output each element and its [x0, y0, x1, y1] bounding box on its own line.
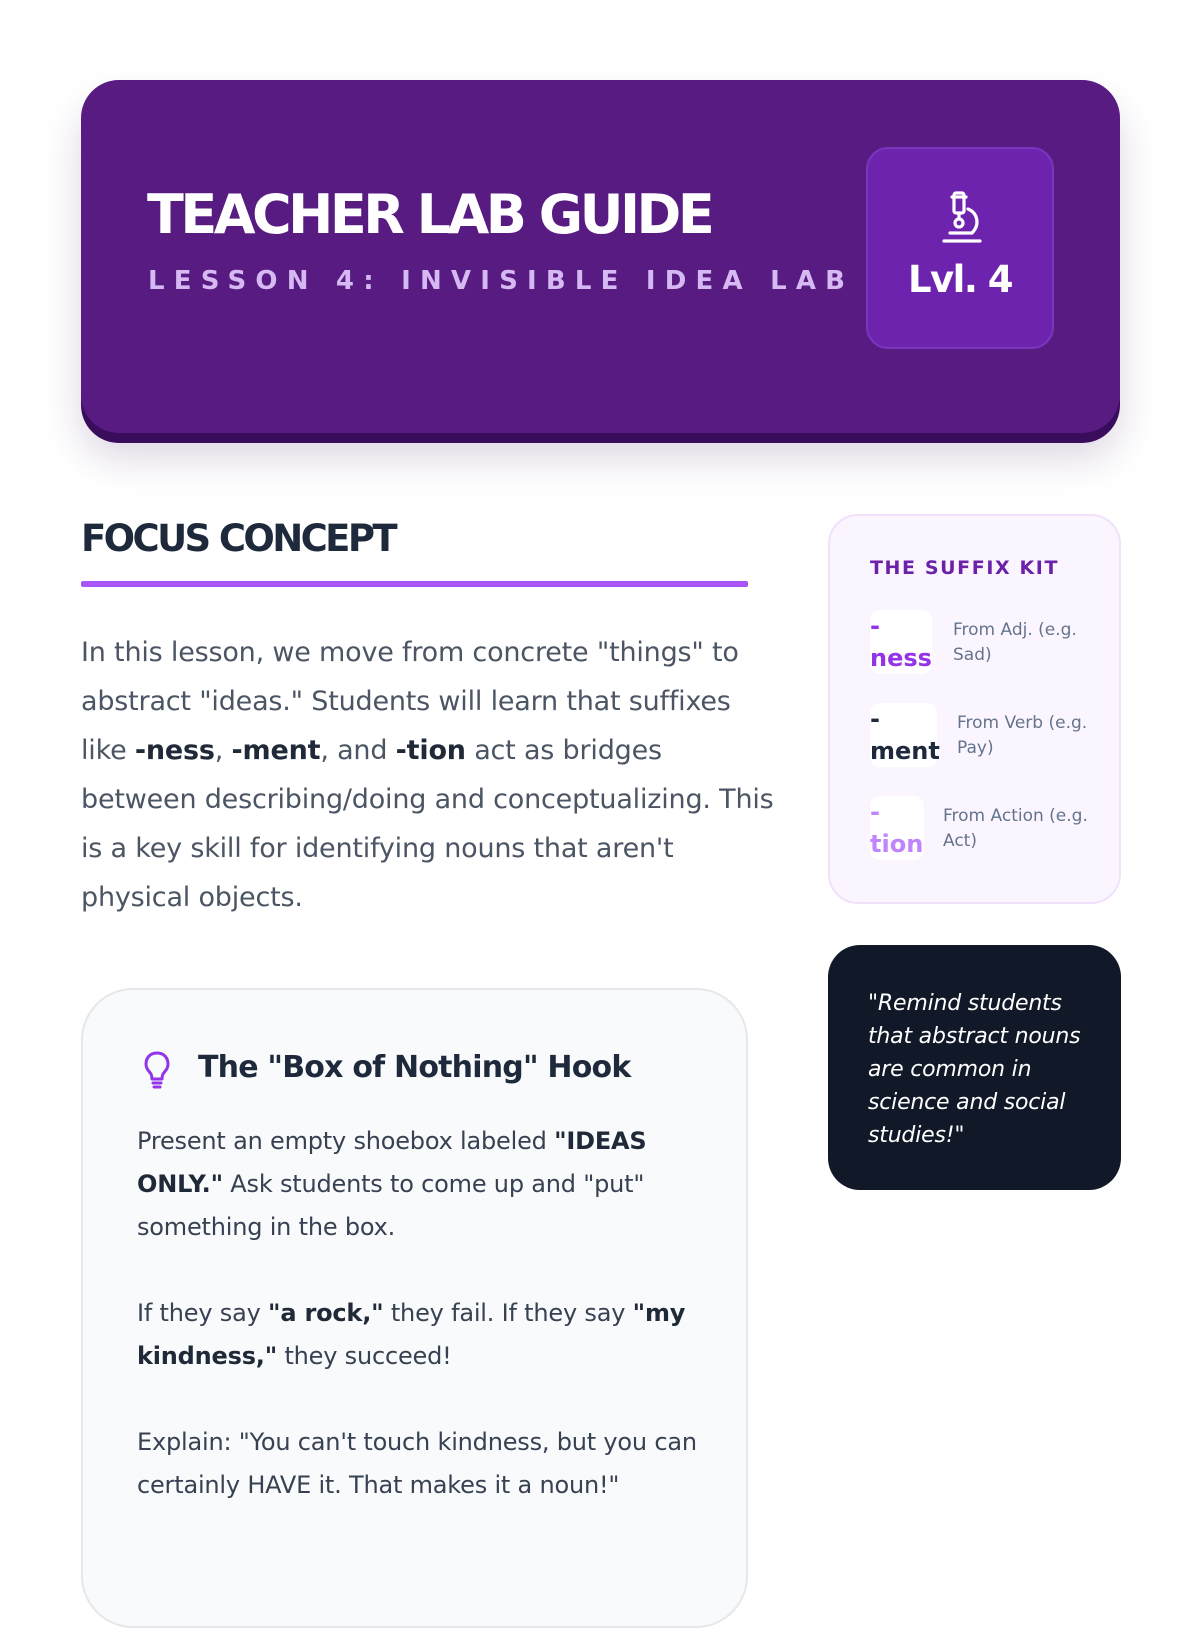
focus-text-part: act as bridges between describing/doing and conceptualizing. This is a key skill for identifying nouns that aren't physical objects. — [81, 735, 774, 913]
suffix-dash: - — [870, 705, 880, 733]
hook-text-part: Present an empty shoebox labeled — [137, 1127, 555, 1155]
suffix-desc-line: Act) — [943, 831, 977, 851]
hook-bold-a-rock: "a rock," — [268, 1299, 384, 1327]
focus-concept-heading: FOCUS CONCEPT — [81, 517, 396, 560]
suffix-kit-title: THE SUFFIX KIT — [870, 557, 1060, 579]
suffix-label: ness — [870, 644, 932, 672]
suffix-chip-ness — [870, 610, 932, 674]
suffix-dash: - — [870, 798, 880, 826]
suffix-desc-line: Sad) — [953, 645, 992, 665]
lesson-subtitle: LESSON 4: INVISIBLE IDEA LAB — [148, 266, 855, 296]
suffix-description — [953, 618, 1077, 668]
teacher-tip-card — [828, 945, 1121, 1190]
hook-text-part: If they say — [137, 1299, 269, 1327]
suffix-chip-tion — [870, 796, 924, 860]
focus-text-part: In this lesson, we move from concrete "things" to abstract "ideas." Students will learn that suffixes like — [81, 637, 739, 766]
page-title: TEACHER LAB GUIDE — [147, 183, 712, 246]
focus-concept-text — [81, 628, 781, 922]
hook-title: The "Box of Nothing" Hook — [198, 1050, 631, 1085]
header-card — [81, 80, 1120, 433]
focus-text-part: , and — [320, 735, 396, 766]
suffix-dash: - — [870, 612, 880, 640]
hook-text-part: they fail. If they say — [383, 1299, 633, 1327]
suffix-desc-line: From Verb (e.g. — [957, 713, 1088, 733]
suffix-kit-card — [828, 514, 1121, 904]
hook-bold-my-kindness: "my kindness," — [137, 1299, 686, 1370]
focus-text-part: , — [214, 735, 232, 766]
microscope-icon — [938, 189, 986, 245]
hook-paragraph-1 — [137, 1120, 717, 1249]
suffix-description — [957, 711, 1087, 761]
suffix-tion-bold: -tion — [395, 735, 466, 766]
suffix-desc-line: From Action (e.g. — [943, 806, 1088, 826]
lightbulb-icon — [143, 1050, 171, 1090]
suffix-label: tion — [870, 830, 924, 858]
hook-paragraph-3: Explain: "You can't touch kindness, but you can certainly HAVE it. That makes it a noun!" — [137, 1428, 697, 1499]
suffix-ness-bold: -ness — [134, 735, 215, 766]
teacher-tip-text: "Remind students that abstract nouns are common in science and social studies!" — [868, 991, 1081, 1148]
hook-bold-ideas-only: "IDEAS ONLY." — [137, 1127, 647, 1198]
hook-text-part: Ask students to come up and "put" something in the box. — [137, 1170, 645, 1241]
suffix-desc-line: From Adj. (e.g. — [953, 620, 1077, 640]
suffix-desc-line: Pay) — [957, 738, 994, 758]
level-badge — [866, 147, 1054, 349]
hook-paragraph-2 — [137, 1292, 717, 1378]
level-label: Lvl. 4 — [907, 258, 1013, 301]
suffix-chip-ment — [870, 703, 940, 767]
hook-card — [81, 988, 748, 1628]
suffix-ment-bold: -ment — [231, 735, 321, 766]
hook-text-part: they succeed! — [277, 1342, 452, 1370]
hook-body — [137, 1120, 717, 1550]
focus-divider — [81, 581, 748, 587]
suffix-description — [943, 804, 1088, 854]
suffix-label: ment — [870, 737, 940, 765]
